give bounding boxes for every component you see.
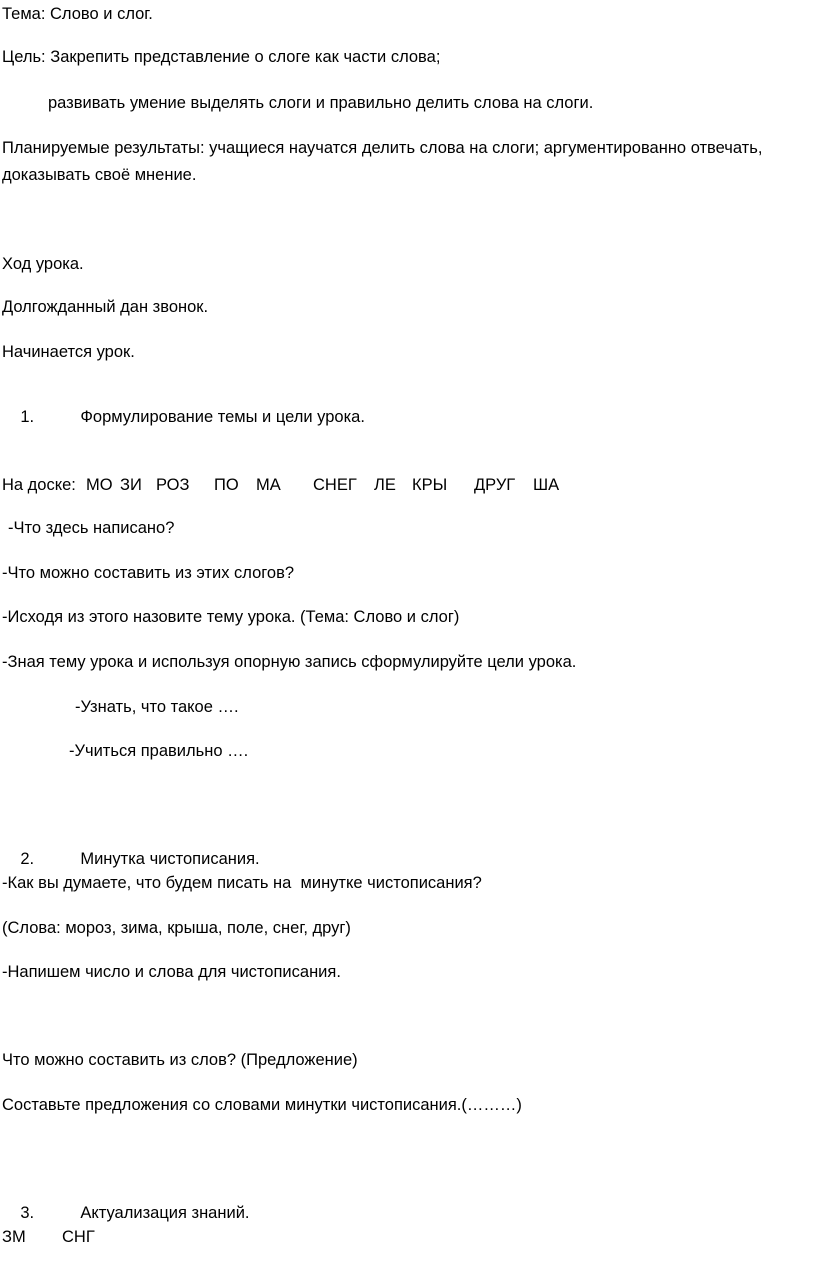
board-syllable: ША	[533, 476, 560, 494]
question-6: -Напишем число и слова для чистописания.	[2, 963, 341, 981]
section-2-title: Минутка чистописания.	[80, 850, 260, 868]
topic-line: Тема: Слово и слог.	[2, 5, 153, 23]
goal-line-2: развивать умение выделять слоги и правильно делить слова на слоги.	[48, 94, 594, 112]
board-syllable: СНЕГ	[313, 476, 357, 494]
results-line-1: Планируемые результаты: учащиеся научатся делить слова на слоги; аргументированно отвечать,	[2, 139, 763, 157]
question-1: -Что здесь написано?	[8, 519, 175, 537]
question-4: -Зная тему урока и используя опорную запись сформулируйте цели урока.	[2, 653, 577, 671]
goal-line-1: Цель: Закрепить представление о слоге как части слова;	[2, 48, 441, 66]
board-syllable: РОЗ	[156, 476, 190, 494]
board-syllable: МО	[86, 476, 113, 494]
section-2-number: 2.	[20, 850, 35, 868]
board-syllable: ЗИ	[120, 476, 142, 494]
results-line-2: доказывать своё мнение.	[2, 166, 197, 184]
rhyme-line-2: Начинается урок.	[2, 343, 135, 361]
last-line-item: СНГ	[62, 1228, 95, 1246]
board-label: На доске:	[2, 476, 76, 494]
board-syllable: ДРУГ	[474, 476, 516, 494]
board-syllable: МА	[256, 476, 281, 494]
rhyme-line-1: Долгожданный дан звонок.	[2, 298, 209, 316]
words-list: (Слова: мороз, зима, крыша, поле, снег, друг)	[2, 919, 351, 937]
section-3-number: 3.	[20, 1204, 35, 1222]
question-5: -Как вы думаете, что будем писать на минутке чистописания?	[2, 874, 482, 892]
section-3-title: Актуализация знаний.	[80, 1204, 250, 1222]
section-1-title: Формулирование темы и цели урока.	[80, 408, 365, 426]
goal-item-a: -Узнать, что такое ….	[75, 698, 239, 716]
question-2: -Что можно составить из этих слогов?	[2, 564, 295, 582]
question-3: -Исходя из этого назовите тему урока. (Тема: Слово и слог)	[2, 608, 460, 626]
question-8: Составьте предложения со словами минутки чистописания.(………)	[2, 1096, 522, 1114]
board-syllable: КРЫ	[412, 476, 448, 494]
lesson-course-heading: Ход урока.	[2, 255, 84, 273]
section-1-heading	[2, 387, 365, 447]
section-3-heading	[2, 1183, 250, 1243]
last-line-item: ЗМ	[2, 1228, 26, 1246]
section-1-number: 1.	[20, 408, 35, 426]
board-syllable: ЛЕ	[374, 476, 396, 494]
board-syllable: ПО	[214, 476, 239, 494]
question-7: Что можно составить из слов? (Предложение)	[2, 1051, 358, 1069]
goal-item-b: -Учиться правильно ….	[69, 742, 249, 760]
